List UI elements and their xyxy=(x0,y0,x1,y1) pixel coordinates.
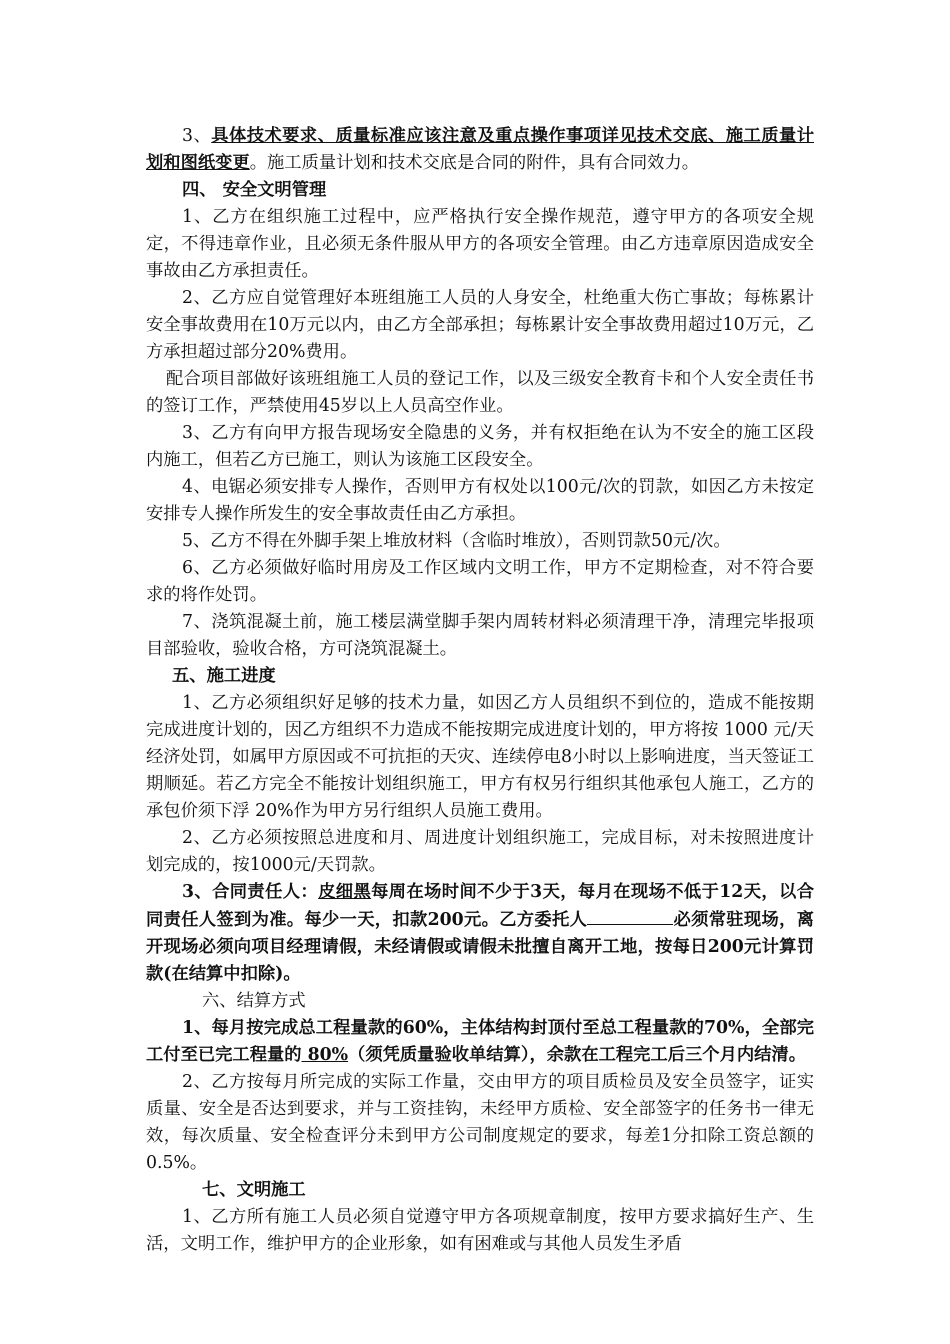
section-heading-6: 六、结算方式 xyxy=(202,991,306,1011)
section-5-item-2: 2、乙方必须按照总进度和月、周进度计划组织施工，完成目标，对未按照进度计划完成的，按1000元/天罚款。 xyxy=(146,828,814,875)
contract-responsible-person: 皮细黑 xyxy=(318,882,372,902)
tech-requirements-emphasis: 具体技术要求、质量标准应该注意及重点操作事项详见技术交底、施工质量计划和图纸变更 xyxy=(146,126,814,173)
section-4-item-6: 6、乙方必须做好临时用房及工作区域内文明工作，甲方不定期检查，对不符合要求的将作处罚。 xyxy=(146,558,814,605)
section-4-item-3: 3、乙方有向甲方报告现场安全隐患的义务，并有权拒绝在认为不安全的施工区段内施工，但若乙方已施工，则认为该施工区段安全。 xyxy=(146,423,814,470)
document-body xyxy=(146,123,814,1258)
completion-percentage: 80% xyxy=(301,1045,349,1065)
section-5-item-3: 3、合同责任人：皮细黑每周在场时间不少于3天，每月在现场不低于12天，以合同责任人签到为准。每少一天，扣款200元。乙方委托人 必须常驻现场，离开现场必须向项目经理请假，未经请假或请假未批擅自离开工地，按每日200元计算罚款(在结算中扣除)。 xyxy=(146,882,814,984)
section-6-item-1: 1、每月按完成总工程量款的60%，主体结构封顶付至总工程量款的70%，全部完工付至已完工程量的 80%（须凭质量验收单结算），余款在工程完工后三个月内结清。 xyxy=(146,1018,814,1065)
section-6-item-2: 2、乙方按每月所完成的实际工作量，交由甲方的项目质检员及安全员签字，证实质量、安全是否达到要求，并与工资挂钩，未经甲方质检、安全部签字的任务书一律无效，每次质量、安全检查评分未到甲方公司制度规定的要求，每差1分扣除工资总额的0.5%。 xyxy=(146,1072,814,1173)
section-heading-7: 七、文明施工 xyxy=(202,1180,306,1200)
section-heading-5: 五、施工进度 xyxy=(172,666,276,686)
section-4-item-1: 1、乙方在组织施工过程中，应严格执行安全操作规范，遵守甲方的各项安全规定，不得违章作业，且必须无条件服从甲方的各项安全管理。由乙方违章原因造成安全事故由乙方承担责任。 xyxy=(146,207,814,281)
clause-3-tech-requirements: 3、具体技术要求、质量标准应该注意及重点操作事项详见技术交底、施工质量计划和图纸变更。施工质量计划和技术交底是合同的附件，具有合同效力。 xyxy=(146,126,814,173)
section-4-item-7: 7、浇筑混凝土前，施工楼层满堂脚手架内周转材料必须清理干净，清理完毕报项目部验收，验收合格，方可浇筑混凝土。 xyxy=(146,612,814,659)
section-4-item-4: 4、电锯必须安排专人操作，否则甲方有权处以100元/次的罚款，如因乙方未按定安排专人操作所发生的安全事故责任由乙方承担。 xyxy=(146,477,814,524)
section-4-item-5: 5、乙方不得在外脚手架上堆放材料（含临时堆放），否则罚款50元/次。 xyxy=(182,531,731,551)
section-4-item-2: 2、乙方应自觉管理好本班组施工人员的人身安全，杜绝重大伤亡事故；每栋累计安全事故费用在10万元以内，由乙方全部承担；每栋累计安全事故费用超过10万元，乙方承担超过部分20%费用。 xyxy=(146,288,814,362)
delegate-name-blank xyxy=(587,906,673,925)
section-heading-4: 四、 安全文明管理 xyxy=(182,180,327,200)
section-4-item-2-continued: 配合项目部做好该班组施工人员的登记工作，以及三级安全教育卡和个人安全责任书的签订工作，严禁使用45岁以上人员高空作业。 xyxy=(146,369,814,416)
section-7-item-1: 1、乙方所有施工人员必须自觉遵守甲方各项规章制度，按甲方要求搞好生产、生活，文明工作，维护甲方的企业形象，如有困难或与其他人员发生矛盾 xyxy=(146,1207,814,1254)
section-5-item-1: 1、乙方必须组织好足够的技术力量，如因乙方人员组织不到位的，造成不能按期完成进度计划的，因乙方组织不力造成不能按期完成进度计划的，甲方将按 1000 元/天经济处罚，如属甲方原因或不可抗拒的天灾、连续停电8小时以上影响进度，当天签证工期顺延。若乙方完全不能按计划组织施工，甲方有权另行组织其他承包人施工，乙方的承包价须下浮 20%作为甲方另行组织人员施工费用。 xyxy=(146,693,814,821)
